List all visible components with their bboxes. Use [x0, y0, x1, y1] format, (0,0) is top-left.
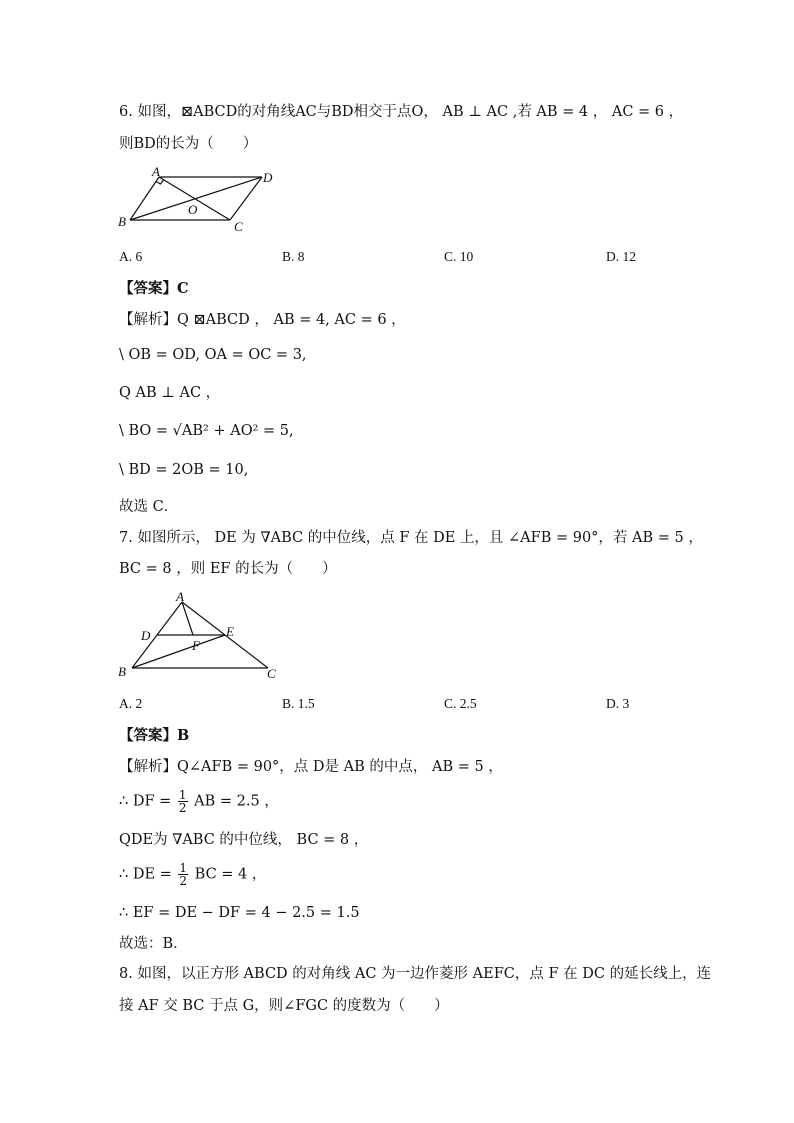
q6-option-c[interactable]: C. 10 — [444, 249, 474, 264]
q6-option-d[interactable]: D. 12 — [606, 249, 636, 264]
q6-analysis-6: 故选 C． — [119, 499, 179, 515]
q6-label-a: A — [152, 164, 160, 179]
q7-analysis-2 — [119, 789, 279, 814]
fraction-half: $\frac{1}{2}$ — [178, 788, 187, 815]
q6-label-b: B — [118, 214, 126, 229]
q7-label-a: A — [176, 589, 184, 604]
q6-parallelogram-figure — [112, 163, 287, 238]
q8-stem-line1: 8. 如图，以正方形 ABCD 的对角线 AC 为一边作菱形 AEFC，点 F 在 DC 的延长线上，连 — [119, 966, 712, 982]
q7-analysis-4-pre: ∴ DE = — [119, 866, 172, 883]
q6-analysis-1: 【解析】Q ⊠ABCD ， AB = 4, AC = 6 ， — [119, 312, 406, 328]
q7-analysis-4-post: BC = 4 ， — [194, 866, 267, 883]
q6-label-c: C — [234, 219, 243, 234]
q7-option-d[interactable]: D. 3 — [606, 696, 630, 711]
q6-stem-line1: 6. 如图，⊠ABCD的对角线AC与BD相交于点O， AB ⊥ AC ,若 AB = 4 ， AC = 6 ， — [119, 104, 684, 120]
q6-option-a[interactable]: A. 6 — [119, 249, 143, 264]
fraction-half: $\frac{1}{2}$ — [179, 861, 188, 888]
q7-triangle-figure — [112, 588, 287, 683]
q6-answer: 【答案】C — [119, 280, 189, 297]
q7-label-f: F — [192, 638, 200, 653]
q6-analysis-2: \ OB = OD, OA = OC = 3, — [119, 347, 307, 363]
q7-label-d: D — [141, 628, 151, 643]
q6-stem-line2: 则BD的长为（ ） — [119, 136, 258, 152]
q7-analysis-3: QDE为 ∇ABC 的中位线， BC = 8 ， — [119, 832, 369, 848]
q7-option-b[interactable]: B. 1.5 — [282, 696, 315, 711]
q7-analysis-1: 【解析】Q∠AFB = 90°，点 D是 AB 的中点， AB = 5 ， — [119, 759, 503, 775]
q7-analysis-4 — [119, 862, 266, 887]
q7-stem-line1: 7. 如图所示， DE 为 ∇ABC 的中位线，点 F 在 DE 上，且 ∠AFB = 90°，若 AB = 5 ， — [119, 530, 703, 546]
q6-option-b[interactable]: B. 8 — [282, 249, 305, 264]
q7-option-c[interactable]: C. 2.5 — [444, 696, 477, 711]
q7-answer: 【答案】B — [119, 727, 190, 744]
q6-label-o: O — [188, 202, 198, 217]
q7-label-e: E — [226, 624, 234, 639]
q7-label-b: B — [118, 664, 126, 679]
q6-analysis-5: \ BD = 2OB = 10, — [119, 462, 249, 478]
q6-label-d: D — [263, 170, 273, 185]
q7-stem-line2: BC = 8 ，则 EF 的长为（ ） — [119, 561, 337, 577]
q7-analysis-6: 故选：B． — [119, 936, 188, 952]
q6-analysis-3: Q AB ⊥ AC ， — [119, 385, 221, 401]
q7-option-a[interactable]: A. 2 — [119, 696, 143, 711]
q7-label-c: C — [267, 666, 276, 681]
q6-analysis-4: \ BO = √AB² + AO² = 5, — [119, 423, 294, 439]
q7-analysis-5: ∴ EF = DE − DF = 4 − 2.5 = 1.5 — [119, 905, 360, 921]
q7-analysis-2-post: AB = 2.5 ， — [194, 793, 279, 810]
q8-stem-line2: 接 AF 交 BC 于点 G，则∠FGC 的度数为（ ） — [119, 998, 449, 1014]
q7-analysis-2-pre: ∴ DF = — [119, 793, 172, 810]
